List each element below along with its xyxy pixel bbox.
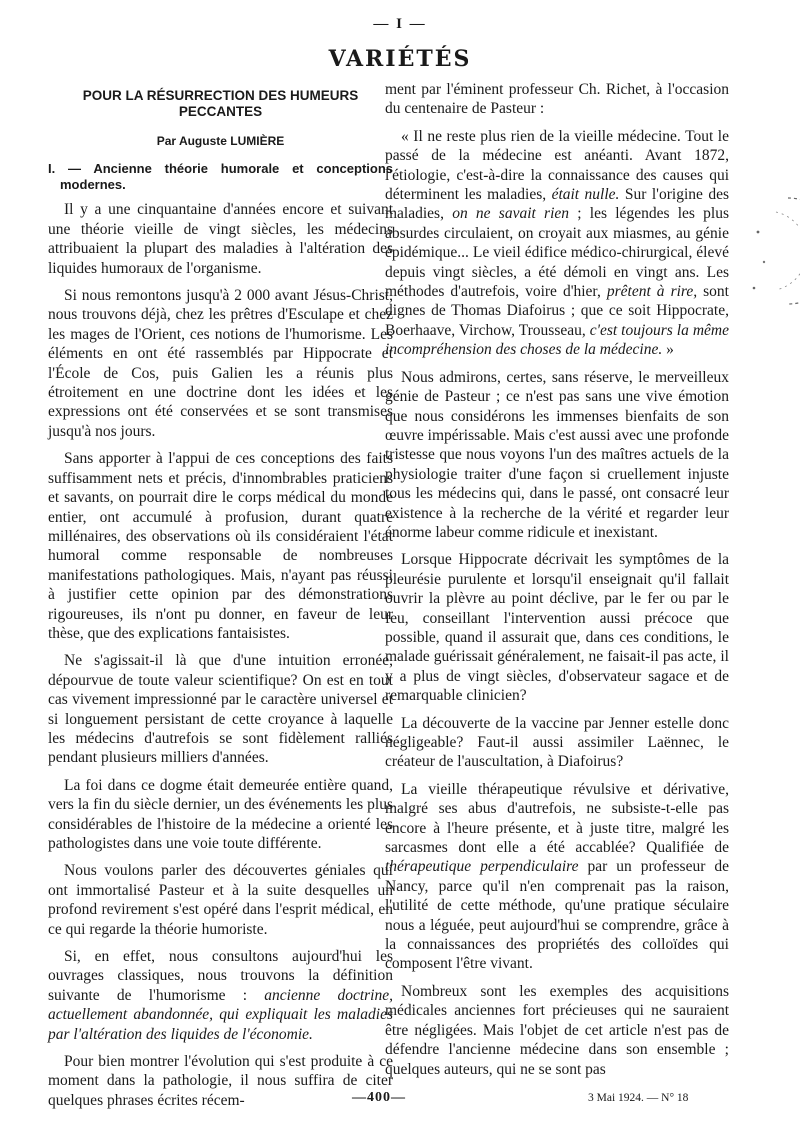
therapy-text: La vieille thérapeutique révulsive et dérivative, malgré ses abus d'autrefois, ne subsiste-t-elle pas encore à l'heure présente, et à juste titre, malgré les sarcasmes dont elle a été accablée? Qualifiée de xyxy=(385,780,729,857)
paragraph: Ne s'agissait-il là que d'une intuition erronée, dépourvue de toute valeur scientifique? On est en tout cas vivement impressionné par le caractère universel et si longuement persistant de cette croyance à laquelle les médecins d'autrefois se sont fidèlement ralliés pendant plusieurs milliers d'années. xyxy=(48,652,393,767)
article-subtitle: I. — Ancienne théorie humorale et conceptions modernes. xyxy=(48,161,393,192)
left-column xyxy=(48,80,393,1118)
article-byline: Par Auguste LUMIÈRE xyxy=(156,134,285,148)
therapy-paragraph xyxy=(385,780,729,974)
section-title: VARIÉTÉS xyxy=(328,46,472,72)
paragraph: La découverte de la vaccine par Jenner estelle donc négligeable? Faut-il aussi assimiler Laënnec, le créateur de l'auscultation, à Diafoirus? xyxy=(385,714,729,771)
therapy-italic: thérapeutique perpendiculaire xyxy=(385,858,579,876)
quote-text: sont dignes de Thomas Diafoirus ; que ce soit Hippocrate, Boerhaave, Virchow, Trousseau, xyxy=(385,283,729,339)
definition-intro: Si, en effet, nous consultons aujourd'hui les ouvrages classiques, nous trouvons la définition suivante de l'humorisme : xyxy=(48,948,393,1004)
paragraph: Si nous remontons jusqu'à 2 000 avant Jésus-Christ, nous trouvons déjà, chez les prêtres d'Esculape et chez les mages de l'Orient, ces notions de l'humorisme. Les éléments en ont été rassemblés par Hippocrate et l'École de Cos, puis Galien les a réunis plus étroitement en une doctrine dont les idées et les expressions ont été conservées et se sont transmises jusqu'à nos jours. xyxy=(48,287,393,440)
quote-text: » xyxy=(662,341,674,359)
right-column xyxy=(385,80,729,1087)
page-number-top: — I — xyxy=(373,16,427,32)
paragraph: Sans apporter à l'appui de ces conceptions des faits suffisamment nets et précis, d'innombrables praticiens et savants, on pourrait dire le corps médical du monde entier, ont accumulé à profusion, durant quatre millénaires, des observations où ils considéraient l'état humoral comme responsable de nombreuses manifestations pathologiques. Mais, n'ayant pas réussi à justifier cette opinion par des démonstrations rigoureuses, ils n'ont pu donner, en faveur de leur thèse, que des explications fantaisistes. xyxy=(48,450,393,642)
paragraph: Il y a une cinquantaine d'années encore et suivant une théorie vieille de vingt siècles, les médecins attribuaient la plupart des maladies à l'altération des liquides humoraux de l'organisme. xyxy=(48,201,393,277)
paragraph: Pour bien montrer l'évolution qui s'est produite à ce moment dans la pathologie, il nous suffira de citer quelques phrases écrites récem- xyxy=(48,1053,393,1109)
paragraph: La foi dans ce dogme était demeurée entière quand, vers la fin du siècle dernier, un des événements les plus considérables de l'histoire de la médecine a orienté les pathologistes dans une voie toute différente. xyxy=(48,776,393,852)
quote-text: ; les légendes les plus absurdes circulaient, on croyait aux miasmes, au génie épidémique... Le vieil édifice médico-chirurgical, élevé depuis vingt siècles, a été démoli en vingt ans. Les méthodes d'autrefois, voire d'hier, xyxy=(385,205,730,301)
richet-quote xyxy=(385,127,729,360)
issue-date: 3 Mai 1924. — N° 18 xyxy=(588,1092,689,1104)
paragraph: Nombreux sont les exemples des acquisitions médicales anciennes fort précieuses qui ne sauraient être négligées. Mais l'objet de cet article n'est pas de défendre l'ancienne médecine dans son ensemble ; quelques auteurs, qui ne se sont pas xyxy=(385,982,729,1078)
page-number-bottom: —400— xyxy=(352,1090,406,1105)
definition-italic: ancienne doctrine, actuellement abandonnée, qui expliquait les maladies par l'altération des liquides de l'économie. xyxy=(48,986,393,1043)
quote-text: « Il ne reste plus rien de la vieille médecine. Tout le passé de la médecine est anéanti. Avant 1872, l'étiologie, c'est-à-dire la connaissance des causes qui déterminent les maladies, xyxy=(385,127,729,204)
paragraph: Nous admirons, certes, sans réserve, le merveilleux génie de Pasteur ; ce n'est pas sans une vive émotion que nous considérons les immenses bienfaits de son œuvre impérissable. Mais c'est aussi avec une profonde tristesse que nous voyons l'un des maîtres actuels de la physiologie traiter d'une façon si cruellement injuste tous les médecins qui, dans le passé, ont consacré leur existence à la recherche de la vérité et regarder leur énorme labeur comme ridicule et inexistant. xyxy=(385,368,729,541)
therapy-text: par un professeur de Nancy, parce qu'il n'en comprenait pas la raison, l'utilité de cette méthode, qu'une pratique séculaire nous a léguée, peut aujourd'hui se comprendre, grâce à la connaissances des propriétés des colloïdes qui composent l'être vivant. xyxy=(385,858,729,973)
quote-italic: c'est toujours la même incompréhension des choses de la médecine. xyxy=(385,321,729,359)
quote-text: Sur l'origine des maladies, xyxy=(385,186,729,223)
definition-paragraph xyxy=(48,947,393,1044)
library-stamp xyxy=(728,192,800,310)
article-title: POUR LA RÉSURRECTION DES HUMEURS PECCANTES xyxy=(82,88,359,119)
quote-italic: prêtent à rire, xyxy=(606,283,698,301)
quote-italic: on ne savait rien xyxy=(452,205,570,223)
paragraph-continued: ment par l'éminent professeur Ch. Richet, à l'occasion du centenaire de Pasteur : xyxy=(385,81,729,118)
quote-italic: était nulle. xyxy=(551,186,620,204)
paragraph: Lorsque Hippocrate décrivait les symptômes de la pleurésie purulente et lorsqu'il enseignait qu'il fallait ouvrir la plèvre au point déclive, par le fer ou par le feu, conseillant l'intervention aussi précoce que possible, quand il assurait que, dans ces conditions, le malade guérissait généralement, ne faisait-il pas acte, il y a plus de vingt siècles, d'observateur sagace et de remarquable clinicien? xyxy=(385,551,729,705)
paragraph: Nous voulons parler des découvertes géniales qui ont immortalisé Pasteur et à la suite desquelles un profond revirement s'est opéré dans l'esprit médical, en ce qui regarde la théorie humoriste. xyxy=(48,862,393,938)
